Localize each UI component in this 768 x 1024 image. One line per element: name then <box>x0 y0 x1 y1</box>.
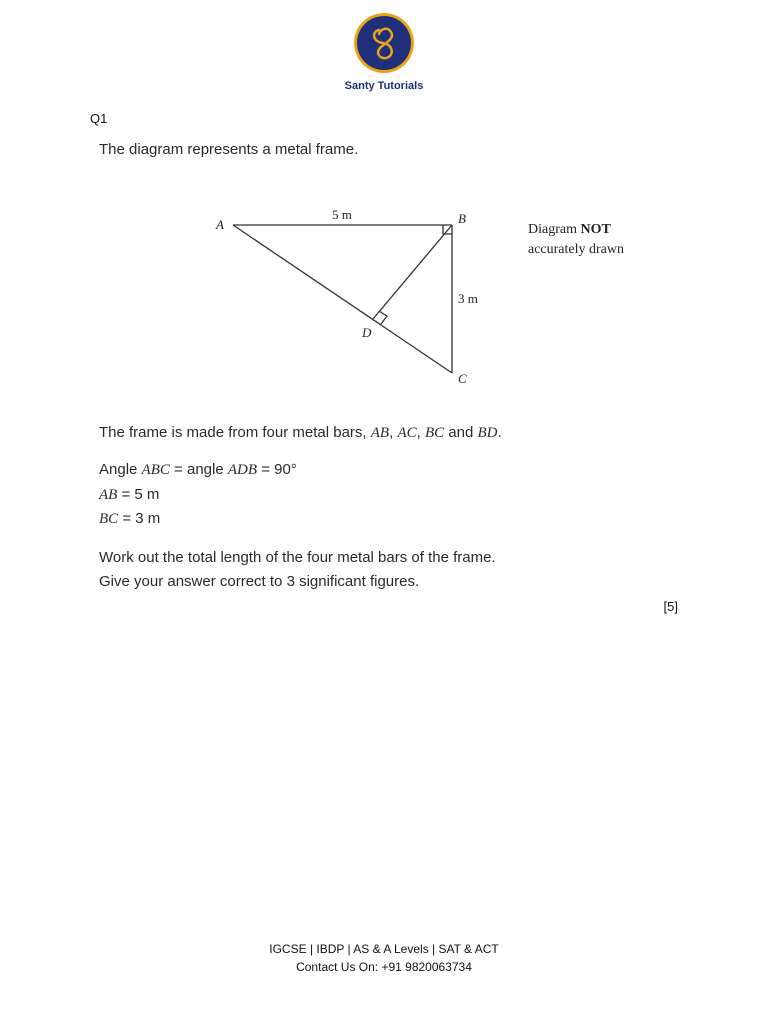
note-line1: Diagram NOT <box>528 222 611 237</box>
brand-name: Santy Tutorials <box>344 80 424 92</box>
right-angle-d <box>379 311 387 324</box>
length-bc: 3 m <box>458 291 478 306</box>
label-b: B <box>458 211 466 226</box>
bar-bd <box>373 225 452 319</box>
label-d: D <box>362 325 372 340</box>
frame-description: The frame is made from four metal bars, AB, AC, BC and BD. <box>99 424 502 441</box>
task-line2: Give your answer correct to 3 significant figures. <box>99 573 420 590</box>
label-c: C <box>458 371 467 386</box>
bar-ac <box>233 225 452 373</box>
length-ab: 5 m <box>332 207 352 222</box>
triangle-diagram <box>108 185 658 400</box>
note-line2: accurately drawn <box>528 242 624 257</box>
footer-contact: Contact Us On: +91 9820063734 <box>296 960 472 974</box>
footer-courses: IGCSE | IBDP | AS & A Levels | SAT & ACT <box>269 942 499 956</box>
question-intro: The diagram represents a metal frame. <box>99 141 359 158</box>
question-number: Q1 <box>90 111 108 126</box>
given-ab: AB = 5 m <box>99 486 160 503</box>
marks: [5] <box>663 599 678 614</box>
label-a: A <box>216 217 224 232</box>
given-bc: BC = 3 m <box>99 510 161 527</box>
angle-condition: Angle ABC = angle ADB = 90° <box>99 461 297 478</box>
santy-logo-icon <box>353 12 415 74</box>
logo <box>0 12 768 79</box>
task-line1: Work out the total length of the four metal bars of the frame. <box>99 549 496 566</box>
